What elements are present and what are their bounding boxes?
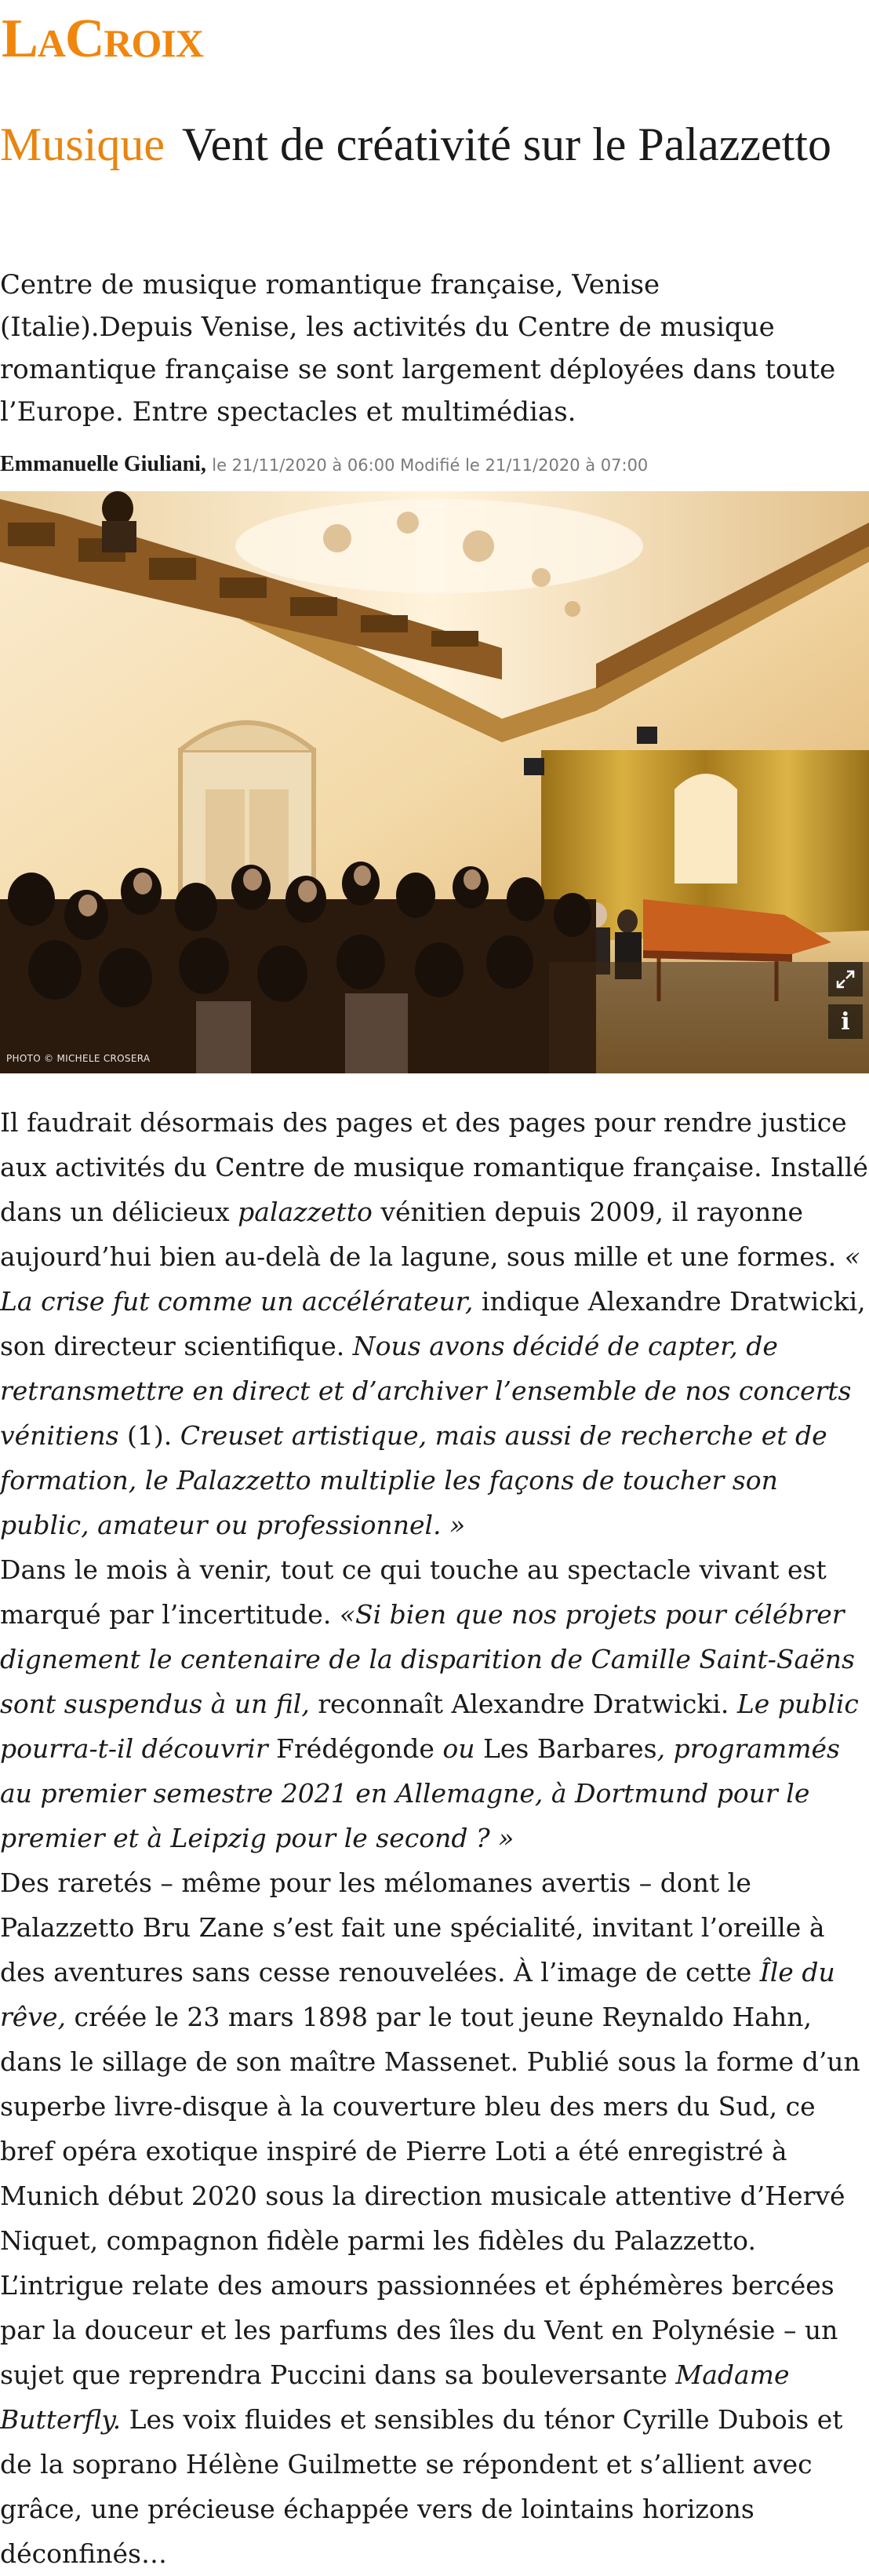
logo-letters-roix: ROIX xyxy=(104,21,203,65)
photo-credit: PHOTO © MICHELE CROSERA xyxy=(6,1053,151,1064)
logo-letter-l: L xyxy=(2,9,38,69)
article-body xyxy=(0,1100,869,2576)
byline xyxy=(0,450,863,479)
hero-photo xyxy=(0,491,869,1073)
paragraph-1: Il faudrait désormais des pages et des pages pour rendre justice aux activités du Centre de musique romantique française. Installé dans un délicieux palazzetto vénitien depuis 2009, il rayonne aujourd’hui bien au-delà de la lagune, sous mille et une formes. « La crise fut comme un accélérateur, indique Alexandre Dratwicki, son directeur scientifique. Nous avons décidé de capter, de retransmettre en direct et d’archiver l’ensemble de nos concerts vénitiens (1). Creuset artistique, mais aussi de recherche et de formation, le Palazzetto multiplie les façons de toucher son public, amateur ou professionnel. » xyxy=(0,1107,868,1540)
logo-letter-c: C xyxy=(64,9,104,69)
photo-info-button[interactable]: i xyxy=(828,1004,863,1039)
author-name: Emmanuelle Giuliani, xyxy=(0,452,206,476)
expand-icon xyxy=(835,969,856,989)
article-standfirst: Centre de musique romantique française, Venise (Italie).Depuis Venise, les activités du Centre de musique romantique française se sont largement déployées dans toute l’Europe. Entre spectacles et multimédias. xyxy=(0,269,836,428)
article-headline xyxy=(0,115,855,174)
rubric-link[interactable]: Musique xyxy=(0,118,165,170)
paragraph-2: Dans le mois à venir, tout ce qui touche au spectacle vivant est marqué par l’incertitude. «Si bien que nos projets pour célébrer dignement le centenaire de la disparition de Camille Saint-Saëns sont suspendus à un fil, reconnaît Alexandre Dratwicki. Le public pourra-t-il découvrir Frédégonde ou Les Barbares, programmés au premier semestre 2021 en Allemagne, à Dortmund pour le premier et à Leipzig pour le second ? » xyxy=(0,1554,859,1853)
paragraph-3: Des raretés – même pour les mélomanes avertis – dont le Palazzetto Bru Zane s’est fait une spécialité, invitant l’oreille à des aventures sans cesse renouvelées. À l’image de cette Île du rêve, créée le 23 mars 1898 par le tout jeune Reynaldo Hahn, dans le sillage de son maître Massenet. Publié sous la forme d’un superbe livre-disque à la couverture bleu des mers du Sud, ce bref opéra exotique inspiré de Pierre Loti a été enregistré à Munich début 2020 sous la direction musicale attentive d’Hervé Niquet, compagnon fidèle parmi les fidèles du Palazzetto. L’intrigue relate des amours passionnées et éphémères bercées par la douceur et les parfums des îles du Vent en Polynésie – un sujet que reprendra Puccini dans sa bouleversante Madame Butterfly. Les voix fluides et sensibles du ténor Cyrille Dubois et de la soprano Hélène Guilmette se répondent et s’allient avec grâce, une précieuse échappée vers de lointains horizons déconfinés… xyxy=(0,1867,860,2569)
publish-dates: le 21/11/2020 à 06:00 Modifié le 21/11/2020 à 07:00 xyxy=(212,456,649,475)
expand-photo-button[interactable] xyxy=(828,962,863,997)
concert-hall-illustration xyxy=(0,491,869,1073)
la-croix-logo[interactable] xyxy=(2,8,203,75)
headline-title: Vent de créativité sur le Palazzetto xyxy=(182,118,831,170)
logo-letter-a: A xyxy=(37,21,65,65)
